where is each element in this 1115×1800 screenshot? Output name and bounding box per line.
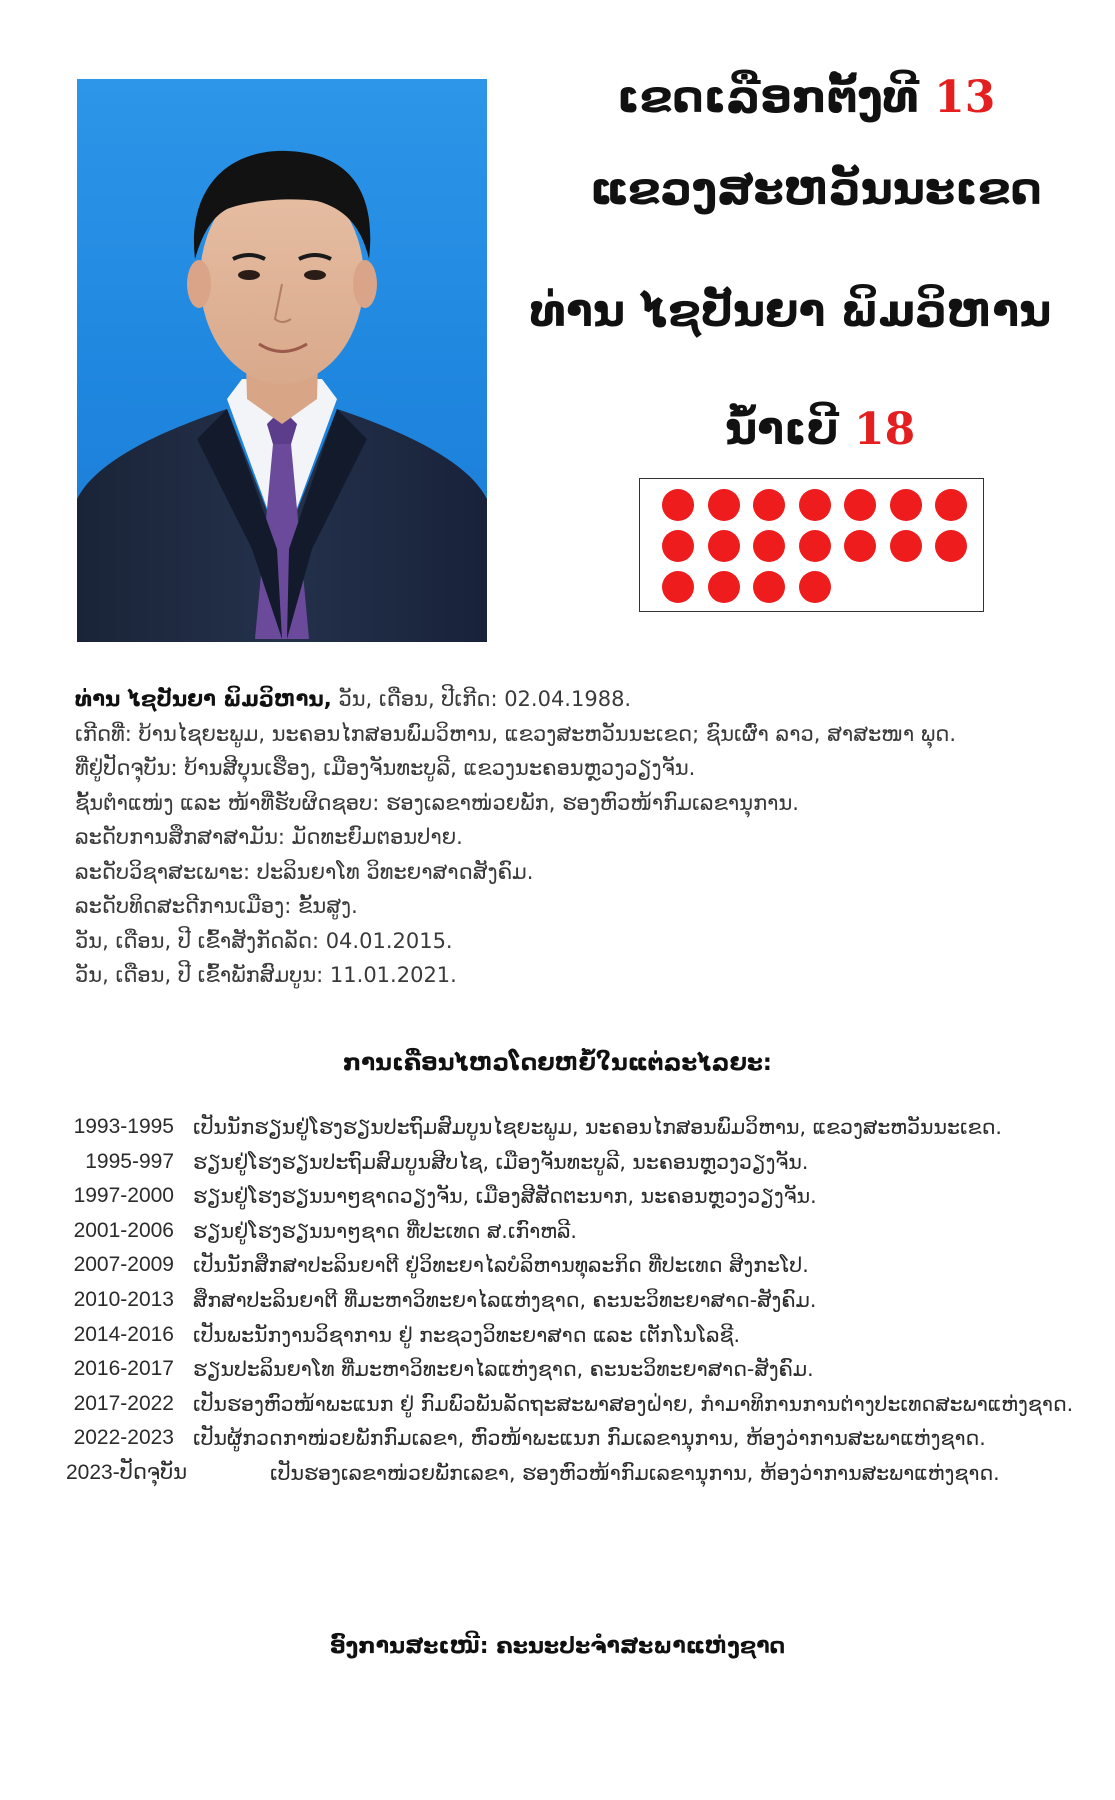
timeline-years: 1997-2000	[73, 1184, 174, 1208]
bio-line-political-theory: ລະດັບທິດສະດີການເມືອງ: ຂັ້ນສູງ.	[75, 894, 358, 918]
ballot-dot	[799, 571, 831, 603]
timeline-description: ຮຽນປະລິນຍາໂທ ທີ່ມະຫາວິທະຍາໄລແຫ່ງຊາດ, ຄະນະວິທະຍາສາດ-ສັງຄົມ.	[193, 1357, 814, 1382]
ballot-number: 18	[853, 404, 916, 455]
ballot-dots-box	[639, 478, 984, 612]
timeline-row	[66, 1179, 1096, 1214]
timeline-description: ເປັນນັກສຶກສາປະລິນຍາຕີ ຢູ່ວິທະຍາໄລບໍລິຫານທຸລະກິດ ທີ່ປະເທດ ສິງກະໂປ.	[193, 1253, 809, 1278]
ballot-dot	[890, 530, 922, 562]
timeline-row	[66, 1110, 1096, 1145]
timeline-years: 2016-2017	[73, 1357, 174, 1381]
ballot-dot	[753, 571, 785, 603]
bio-line-civil-service-date: ວັນ, ເດືອນ, ປີ ເຂົ້າສັງກັດລັດ: 04.01.2015.	[75, 928, 453, 953]
timeline-row	[66, 1214, 1096, 1249]
timeline-row	[66, 1352, 1096, 1387]
timeline-years: 1993-1995	[73, 1115, 174, 1138]
timeline-years: 2007-2009	[73, 1253, 174, 1277]
bio-line-position: ຊັ້ນຕຳແໜ່ງ ແລະ ໜ້າທີ່ຮັບຜິດຊອບ: ຮອງເລຂາໜ່ວຍພັກ, ຮອງຫົວໜ້າກົມເລຂານຸການ.	[75, 790, 799, 815]
district-label: ເຂດເລືອກຕັ້ງທີ	[617, 72, 919, 123]
timeline-description: ເປັນນັກຮຽນຢູ່ໂຮງຮຽນປະຖົມສົມບູນໄຊຍະພູມ, ນະຄອນໄກສອນພົມວິຫານ, ແຂວງສະຫວັນນະເຂດ.	[193, 1115, 1002, 1139]
district-number: 13	[934, 72, 996, 123]
bio-line-specialty: ລະດັບວິຊາສະເພາະ: ປະລິນຍາໂທ ວິທະຍາສາດສັງຄົມ.	[75, 859, 534, 884]
ballot-dot	[799, 489, 831, 521]
nominating-body: ອົງການສະເໜີ: ຄະນະປະຈຳສະພາແຫ່ງຊາດ	[329, 1634, 786, 1659]
ballot-dot	[662, 489, 694, 521]
ballot-dot	[890, 489, 922, 521]
province-heading: ແຂວງສະຫວັນນະເຂດ	[590, 164, 1042, 215]
bio-line-birthdate	[75, 682, 1075, 717]
ballot-dot	[935, 530, 967, 562]
ballot-dot	[844, 530, 876, 562]
timeline-description: ເປັນພະນັກງານວິຊາການ ຢູ່ ກະຊວງວິທະຍາສາດ ແລະ ເຕັກໂນໂລຊີ.	[193, 1322, 741, 1347]
ballot-dot	[708, 571, 740, 603]
timeline-row	[66, 1421, 1096, 1456]
timeline-list	[66, 1110, 1096, 1491]
bio-name: ທ່ານ ໄຊປັນຍາ ພິມວິຫານ,	[75, 687, 332, 711]
timeline-title: ການເຄື່ອນໄຫວໂດຍຫຍໍ້ໃນແຕ່ລະໄລຍະ:	[342, 1050, 772, 1076]
timeline-description: ຮຽນຢູ່ໂຮງຮຽນປະຖົມສົມບູນສີບໄຊ, ເມືອງຈັນທະບູລີ, ນະຄອນຫຼວງວຽງຈັນ.	[193, 1149, 809, 1174]
timeline-description: ເປັນຮອງຫົວໜ້າພະແນກ ຢູ່ ກົມພົວພັນລັດຖະສະພາສອງຝ່າຍ, ກຳມາທິການການຕ່າງປະເທດສະພາແຫ່ງຊາດ.	[193, 1391, 1074, 1416]
candidate-photo	[77, 79, 487, 642]
timeline-years: 2010-2013	[73, 1287, 174, 1311]
timeline-years: 2022-2023	[73, 1426, 174, 1450]
timeline-row	[66, 1456, 1096, 1491]
timeline-row	[66, 1387, 1096, 1422]
timeline-years: 2001-2006	[73, 1218, 174, 1242]
district-heading	[617, 72, 996, 123]
timeline-row	[66, 1145, 1096, 1180]
bio-line-birthplace: ເກີດທີ່: ບ້ານໄຊຍະພູມ, ນະຄອນໄກສອນພົມວິຫານ, ແຂວງສະຫວັນນະເຂດ; ຊົນເຜົ່າ ລາວ, ສາສະໜາ ພຸດ.	[75, 721, 957, 746]
ballot-dot	[708, 530, 740, 562]
bio-line-education: ລະດັບການສຶກສາສາມັນ: ມັດທະຍົມຕອນປາຍ.	[75, 825, 463, 849]
biography	[75, 682, 1075, 993]
ballot-dot	[935, 489, 967, 521]
bio-line-party-date: ວັນ, ເດືອນ, ປີ ເຂົ້າພັກສົມບູນ: 11.01.2021.	[75, 963, 457, 987]
timeline-description: ເປັນຜູ້ກວດກາໜ່ວຍພັກກົມເລຂາ, ຫົວໜ້າພະແນກ ກົມເລຂານຸການ, ຫ້ອງວ່າການສະພາແຫ່ງຊາດ.	[193, 1426, 986, 1451]
ballot-dot	[753, 489, 785, 521]
ballot-dot	[662, 530, 694, 562]
ballot-dot	[662, 571, 694, 603]
ballot-dot	[708, 489, 740, 521]
timeline-row	[66, 1283, 1096, 1318]
timeline-years: 2017-2022	[73, 1391, 174, 1415]
candidate-name-heading: ທ່ານ ໄຊປັນຍາ ພິມວິຫານ	[530, 286, 1052, 337]
ballot-dot	[799, 530, 831, 562]
ballot-dot	[844, 489, 876, 521]
timeline-years: 2014-2016	[73, 1322, 174, 1346]
timeline-years: 2023-ປັດຈຸບັນ	[66, 1460, 188, 1484]
timeline-description: ຮຽນຢູ່ໂຮງຮຽນນາໆຊາດ ທີ່ປະເທດ ສ.ເກົາຫລີ.	[193, 1218, 577, 1243]
timeline-row	[66, 1318, 1096, 1353]
timeline-description: ເປັນຮອງເລຂາໜ່ວຍພັກເລຂາ, ຮອງຫົວໜ້າກົມເລຂານຸການ, ຫ້ອງວ່າການສະພາແຫ່ງຊາດ.	[270, 1460, 1000, 1485]
candidate-portrait-drawing	[77, 79, 487, 642]
timeline-description: ຮຽນຢູ່ໂຮງຮຽນນາໆຊາດວຽງຈັນ, ເມືອງສີສັດຕະນາກ, ນະຄອນຫຼວງວຽງຈັນ.	[193, 1184, 817, 1209]
bio-birthdate: ວັນ, ເດືອນ, ປີເກີດ: 02.04.1988.	[338, 687, 632, 711]
bio-line-address: ທີ່ຢູ່ປັດຈຸບັນ: ບ້ານສີບຸນເຮືອງ, ເມືອງຈັນທະບູລີ, ແຂວງນະຄອນຫຼວງວຽງຈັນ.	[75, 756, 696, 780]
ballot-dot	[753, 530, 785, 562]
ballot-number-heading	[725, 404, 916, 455]
ballot-number-label: ນ້ຳເບີ	[725, 404, 839, 455]
timeline-row	[66, 1248, 1096, 1283]
timeline-years: 1995-997	[85, 1149, 174, 1173]
timeline-description: ສຶກສາປະລິນຍາຕີ ທີ່ມະຫາວິທະຍາໄລແຫ່ງຊາດ, ຄະນະວິທະຍາສາດ-ສັງຄົມ.	[193, 1287, 817, 1312]
